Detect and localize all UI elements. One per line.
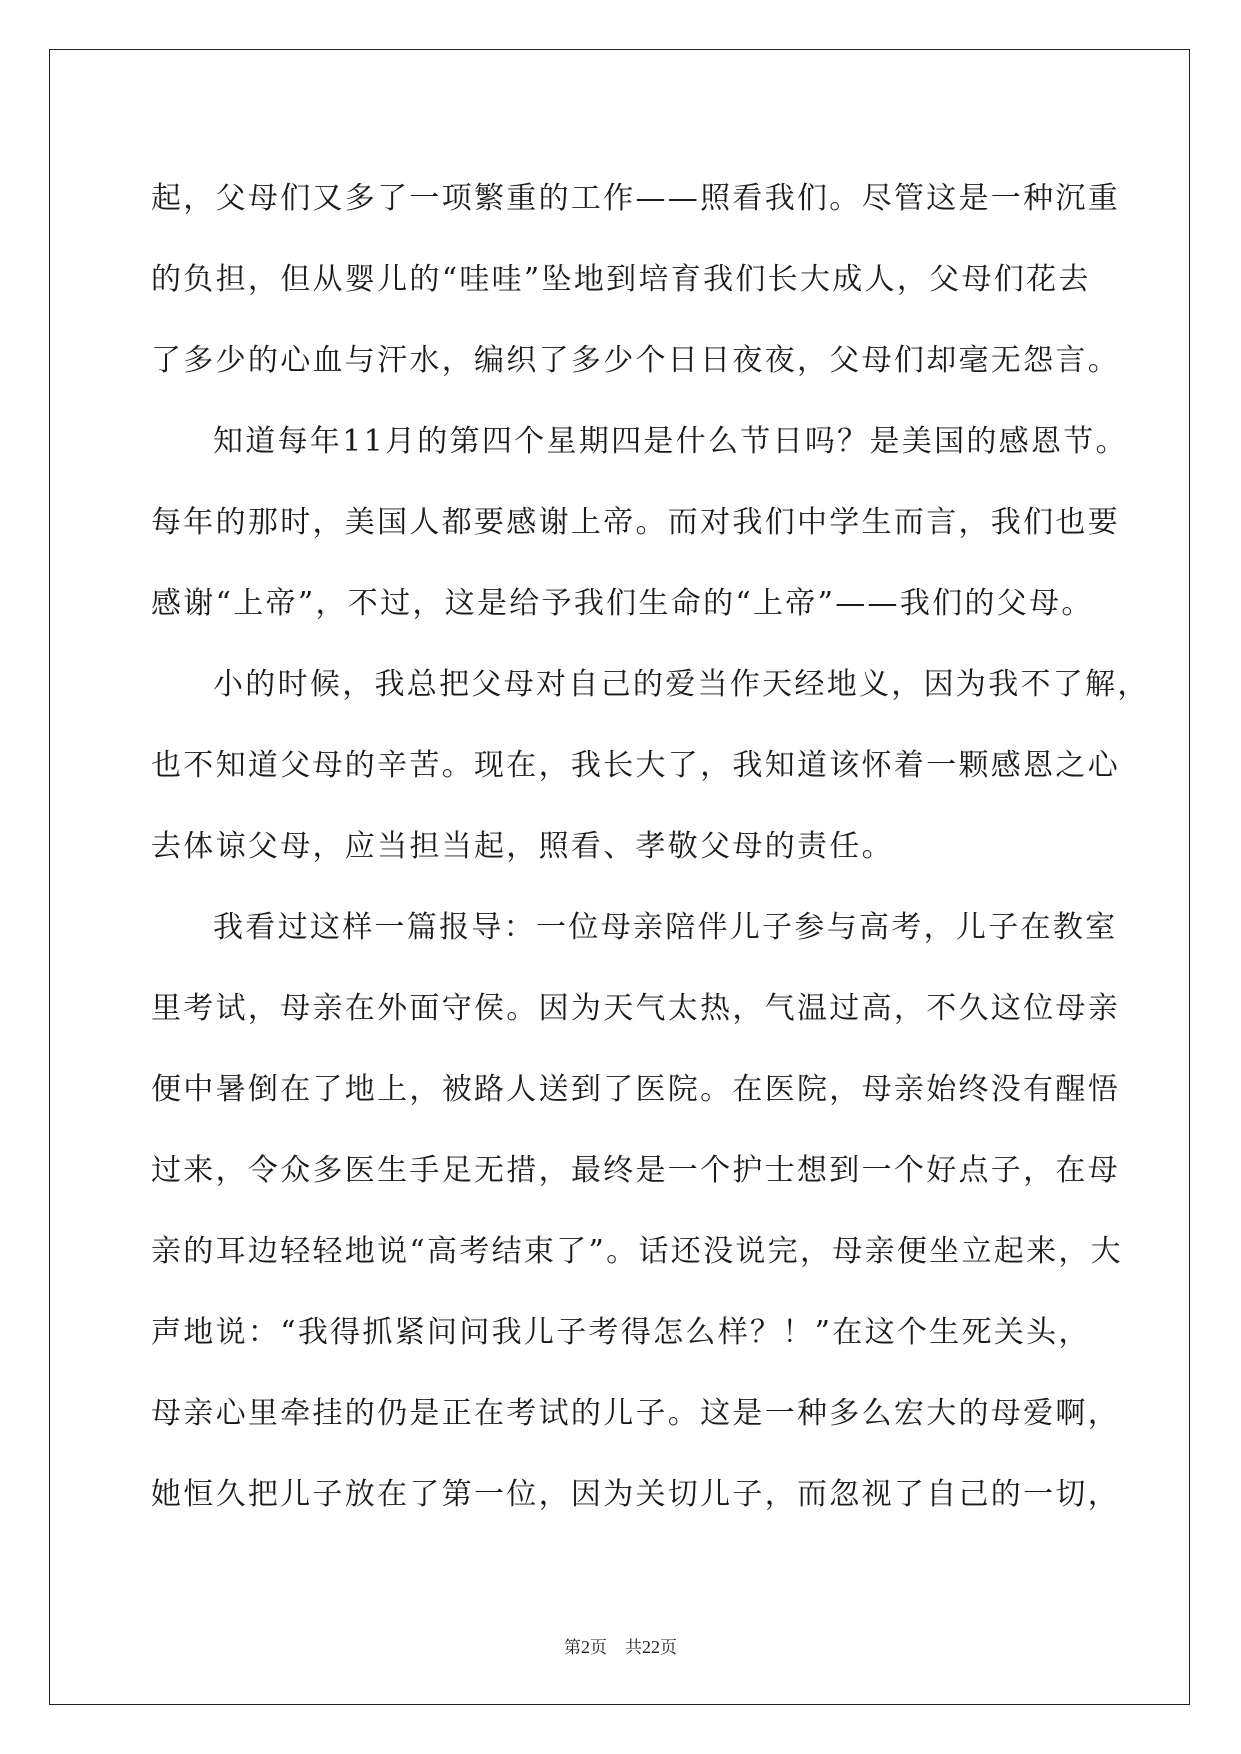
- text-line: 声地说：“我得抓紧问问我儿子考得怎么样？！”在这个生死关头，: [151, 1315, 1091, 1350]
- total-prefix: 共: [625, 1638, 642, 1658]
- text-line: 母亲心里牵挂的仍是正在考试的儿子。这是一种多么宏大的母爱啊，: [151, 1396, 1120, 1431]
- text-line: 起，父母们又多了一项繁重的工作——照看我们。尽管这是一种沉重: [151, 181, 1120, 216]
- text-line: 里考试，母亲在外面守侯。因为天气太热，气温过高，不久这位母亲: [151, 991, 1120, 1026]
- text-line: 便中暑倒在了地上，被路人送到了医院。在医院，母亲始终没有醒悟: [151, 1072, 1120, 1107]
- page-number: 2: [581, 1637, 590, 1657]
- text-line: 也不知道父母的辛苦。现在，我长大了，我知道该怀着一颗感恩之心: [151, 748, 1120, 783]
- document-body: [151, 158, 1150, 1535]
- text-line: 过来，令众多医生手足无措，最终是一个护士想到一个好点子，在母: [151, 1153, 1120, 1188]
- text-line: 去体谅父母，应当担当起，照看、孝敬父母的责任。: [151, 829, 894, 864]
- paragraph-start-line: 知道每年11月的第四个星期四是什么节日吗？是美国的感恩节。: [213, 424, 1128, 459]
- text-line: 感谢“上帝”，不过，这是给予我们生命的“上帝”——我们的父母。: [151, 586, 1094, 621]
- page-suffix: 页: [590, 1638, 607, 1658]
- paragraph-start-line: 小的时候，我总把父母对自己的爱当作天经地义，因为我不了解，: [213, 667, 1150, 702]
- page-footer: [0, 1633, 1241, 1658]
- text-line: 每年的那时，美国人都要感谢上帝。而对我们中学生而言，我们也要: [151, 505, 1120, 540]
- total-suffix: 页: [660, 1638, 677, 1658]
- total-pages: 22: [642, 1637, 660, 1657]
- text-line: 她恒久把儿子放在了第一位，因为关切儿子，而忽视了自己的一切，: [151, 1477, 1120, 1512]
- text-line: 了多少的心血与汗水，编织了多少个日日夜夜，父母们却毫无怨言。: [151, 343, 1120, 378]
- page-prefix: 第: [564, 1638, 581, 1658]
- text-line: 亲的耳边轻轻地说“高考结束了”。话还没说完，母亲便坐立起来，大: [151, 1234, 1123, 1269]
- paragraph-start-line: 我看过这样一篇报导：一位母亲陪伴儿子参与高考，儿子在教室: [213, 910, 1118, 945]
- text-line: 的负担，但从婴儿的“哇哇”坠地到培育我们长大成人，父母们花去: [151, 262, 1091, 297]
